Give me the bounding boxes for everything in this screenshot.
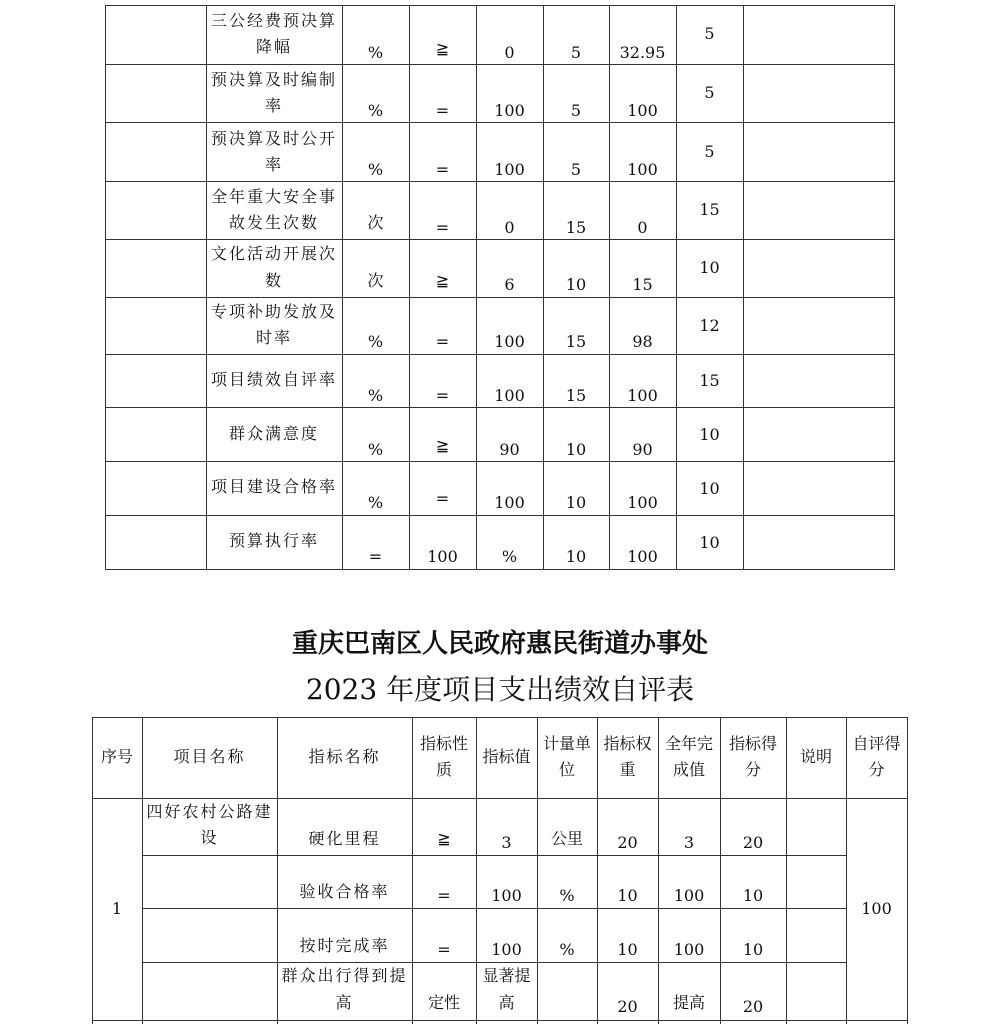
indicator-name: 项目建设合格率 (210, 477, 337, 496)
unit-cell: % (367, 160, 384, 179)
weight: 10 (617, 886, 638, 905)
header-unit-line2: 位 (558, 760, 575, 779)
score-cell: 15 (699, 371, 720, 390)
indicator-nature: = (437, 940, 451, 959)
target-value-cell: 100 (494, 160, 525, 179)
indicator-score: 10 (742, 940, 764, 959)
weight-cell: 10 (565, 440, 587, 459)
target-value-cell: 6 (504, 275, 515, 294)
unit: % (559, 940, 575, 959)
indicator-name: 群众满意度 (228, 424, 319, 443)
indicator-value: 100 (491, 940, 522, 959)
unit-cell: % (367, 493, 384, 512)
header-indicator-nature-line1: 指标性 (419, 734, 468, 753)
indicator-name-line1: 专项补助发放及 (210, 302, 337, 321)
score-cell: 10 (699, 425, 720, 444)
actual-value-cell: 100 (627, 101, 658, 120)
indicator-name-line2: 降幅 (255, 37, 292, 56)
actual-value-cell: 100 (627, 160, 658, 179)
indicator-name-line1: 三公经费预决算 (210, 11, 337, 30)
weight: 20 (617, 997, 638, 1016)
completion-value: 提高 (672, 993, 705, 1012)
document-subtitle: 2023 年度项目支出绩效自评表 (305, 673, 695, 706)
indicator-name-line2: 故发生次数 (228, 213, 319, 232)
target-value-cell: 0 (504, 218, 515, 237)
nature-cell: = (435, 218, 450, 237)
table-border (105, 5, 106, 570)
actual-value-cell: 32.95 (619, 43, 666, 62)
weight-cell: 15 (565, 218, 587, 237)
score-cell: 5 (704, 142, 715, 161)
seq-number: 1 (111, 899, 123, 918)
target-value-cell: 100 (494, 332, 525, 351)
weight-cell: 10 (565, 493, 587, 512)
nature-cell: = (435, 160, 450, 179)
score-cell: 10 (699, 479, 720, 498)
weight-cell: 5 (570, 101, 582, 120)
nature-cell: ≧ (435, 271, 450, 290)
weight-cell: 5 (570, 160, 582, 179)
header-indicator-name: 指标名称 (308, 747, 381, 766)
weight-cell: 15 (565, 332, 587, 351)
completion-value: 100 (673, 940, 705, 959)
nature-cell: ≧ (435, 39, 450, 58)
nature-cell: = (435, 101, 450, 120)
nature-cell: = (435, 386, 450, 405)
indicator-name-line2: 数 (264, 271, 283, 290)
score-cell: 10 (699, 533, 720, 552)
indicator-name-line1: 全年重大安全事 (210, 187, 337, 206)
indicator-name-line1: 预决算及时编制 (210, 70, 337, 89)
score-cell: 5 (704, 24, 715, 43)
project-name-line1: 四好农村公路建 (146, 802, 273, 821)
indicator-name: 硬化里程 (308, 829, 381, 848)
document-title: 重庆巴南区人民政府惠民街道办事处 (291, 629, 708, 659)
indicator-name-line2: 率 (264, 96, 283, 115)
table-border (894, 5, 895, 570)
indicator-nature: ≧ (437, 829, 451, 848)
unit-cell: 次 (367, 213, 384, 232)
indicator-score: 10 (742, 886, 764, 905)
indicator-name-line1: 预决算及时公开 (210, 129, 337, 148)
unit-cell: % (367, 386, 384, 405)
weight-cell: 5 (570, 43, 582, 62)
indicator-value: 3 (501, 833, 512, 852)
indicator-name-line2: 率 (264, 155, 283, 174)
table-border (907, 717, 908, 1024)
indicator-name-line2: 高 (335, 993, 354, 1012)
target-value-cell: 100 (494, 386, 525, 405)
target-value-cell: 0 (504, 43, 515, 62)
score-cell: 12 (699, 316, 720, 335)
header-score-line2: 分 (744, 760, 761, 779)
header-project-name: 项目名称 (173, 747, 246, 766)
target-value-cell: % (501, 547, 518, 566)
actual-value-cell: 90 (632, 440, 653, 459)
completion-value: 3 (683, 833, 695, 852)
score-cell: 15 (699, 200, 720, 219)
weight: 20 (617, 833, 638, 852)
indicator-value-line1: 显著提 (482, 966, 531, 985)
nature-cell: 100 (427, 547, 458, 566)
indicator-value-line2: 高 (498, 993, 515, 1012)
indicator-name: 按时完成率 (299, 936, 390, 955)
unit: % (559, 886, 575, 905)
header-self-score-line2: 分 (868, 760, 885, 779)
weight-cell: 10 (565, 275, 587, 294)
table-border (92, 1020, 908, 1021)
unit-cell: % (367, 332, 384, 351)
indicator-name-line1: 群众出行得到提 (281, 966, 408, 985)
unit-cell: % (367, 440, 384, 459)
header-indicator-value: 指标值 (482, 747, 531, 766)
indicator-score: 20 (742, 997, 764, 1016)
indicator-name: 项目绩效自评率 (210, 370, 337, 389)
header-weight-line1: 指标权 (603, 734, 652, 753)
indicator-value: 100 (491, 886, 522, 905)
actual-value-cell: 15 (632, 275, 653, 294)
self-score-total: 100 (861, 899, 892, 918)
weight-cell: 10 (565, 547, 587, 566)
table-border (105, 5, 895, 6)
header-score-line1: 指标得 (728, 734, 777, 753)
header-completion-line2: 成值 (672, 760, 705, 779)
indicator-score: 20 (742, 833, 764, 852)
actual-value-cell: 100 (627, 547, 658, 566)
unit-cell: = (368, 547, 383, 566)
score-cell: 10 (699, 258, 720, 277)
header-indicator-nature-line2: 质 (435, 760, 452, 779)
weight: 10 (617, 940, 638, 959)
target-value-cell: 90 (499, 440, 520, 459)
table-border (743, 5, 744, 570)
unit-cell: % (367, 101, 384, 120)
weight-cell: 15 (565, 386, 587, 405)
header-unit-line1: 计量单 (542, 734, 591, 753)
indicator-nature: = (437, 886, 451, 905)
indicator-name-line1: 文化活动开展次 (210, 244, 337, 263)
header-note: 说明 (799, 747, 832, 766)
completion-value: 100 (673, 886, 705, 905)
unit-cell: 次 (367, 271, 384, 290)
indicator-name: 预算执行率 (228, 531, 319, 550)
header-seq: 序号 (100, 747, 133, 766)
target-value-cell: 100 (494, 101, 525, 120)
unit-cell: % (367, 43, 384, 62)
nature-cell: ≧ (435, 436, 450, 455)
indicator-nature: 定性 (427, 993, 460, 1012)
actual-value-cell: 100 (627, 493, 658, 512)
target-value-cell: 100 (494, 493, 525, 512)
table-border (92, 717, 908, 718)
score-cell: 5 (704, 83, 715, 102)
nature-cell: = (435, 332, 450, 351)
indicator-name-line2: 时率 (255, 328, 292, 347)
unit: 公里 (550, 829, 583, 848)
header-self-score-line1: 自评得 (852, 734, 901, 753)
actual-value-cell: 98 (632, 332, 653, 351)
actual-value-cell: 100 (627, 386, 658, 405)
header-completion-line1: 全年完 (664, 734, 713, 753)
header-weight-line2: 重 (619, 760, 636, 779)
actual-value-cell: 0 (637, 218, 648, 237)
indicator-name: 验收合格率 (299, 882, 390, 901)
project-name-line2: 设 (200, 828, 219, 847)
nature-cell: = (435, 489, 450, 508)
